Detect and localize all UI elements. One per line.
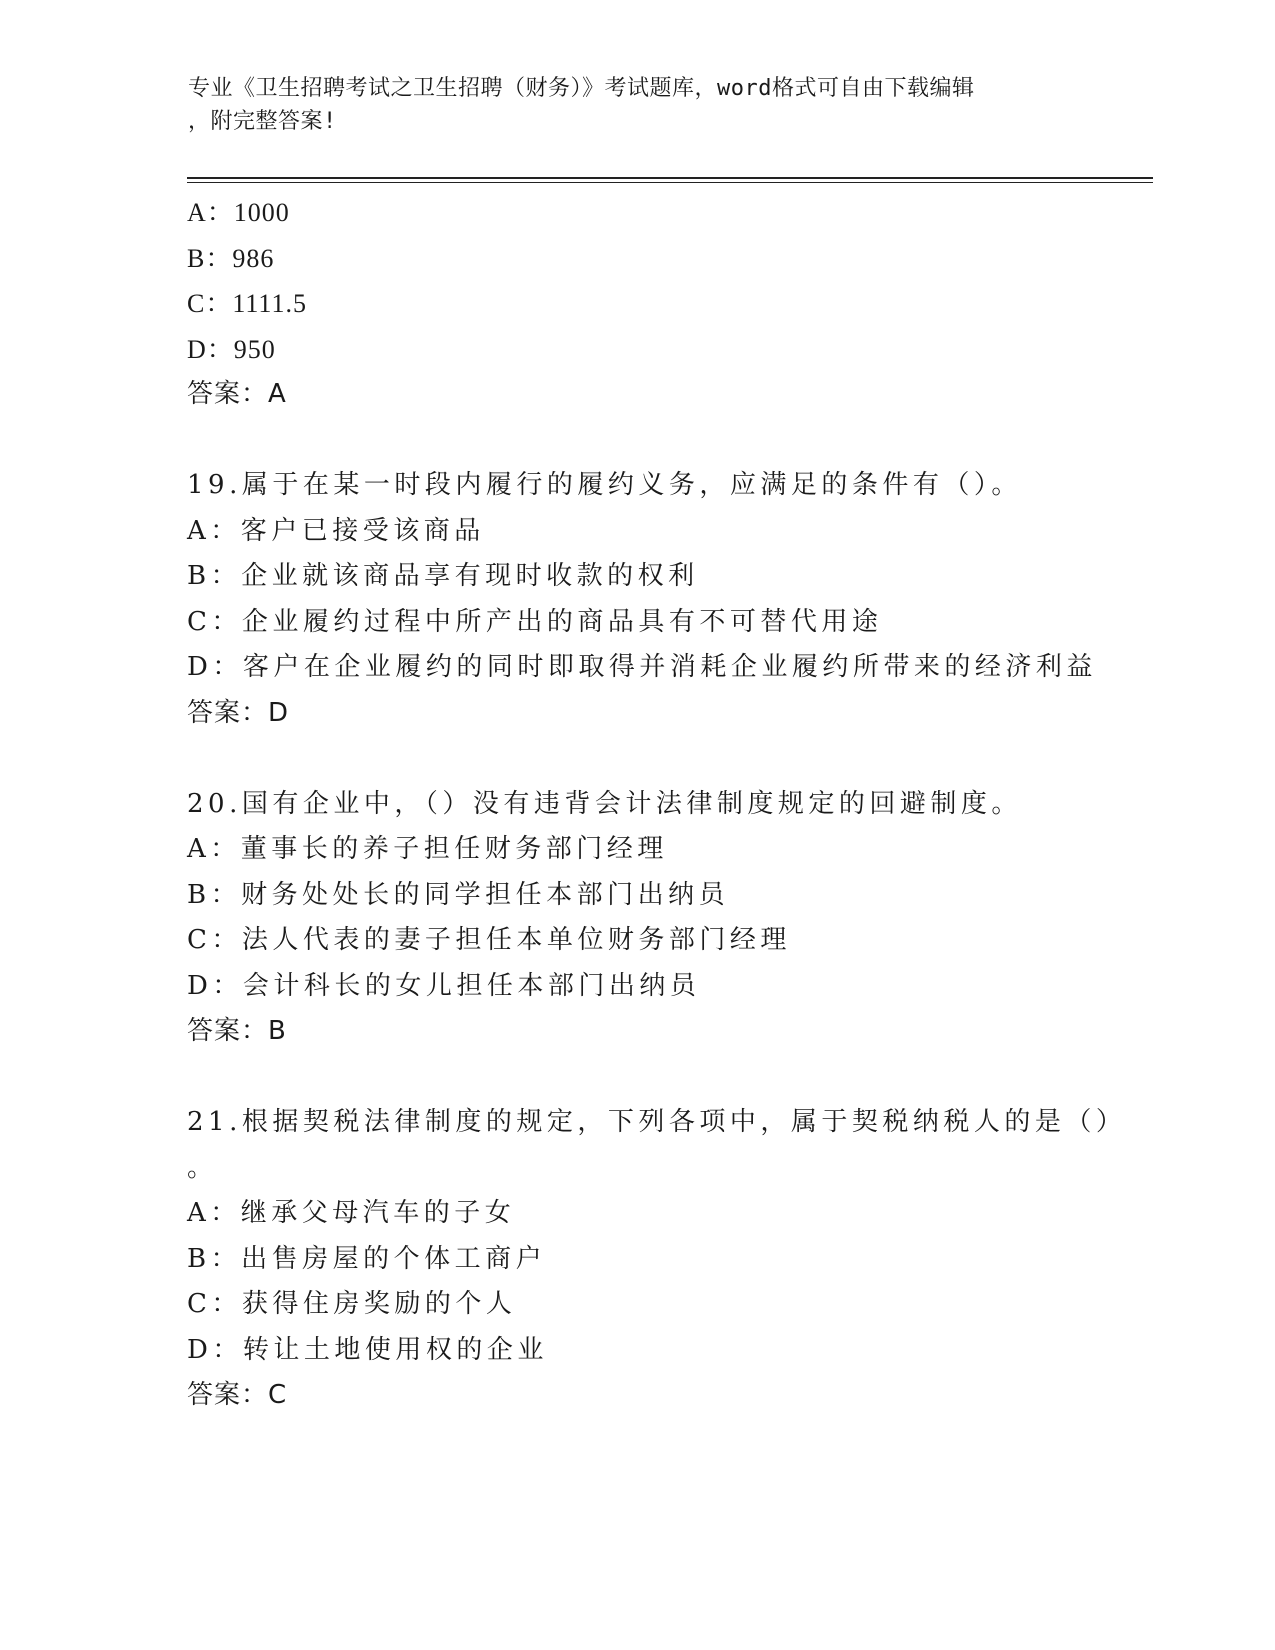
question-list: [187, 190, 1127, 1419]
question-text-line-1: 21.根据契税法律制度的规定，下列各项中，属于契税纳税人的是（）: [187, 1107, 1127, 1137]
answer: 答案：C: [187, 1380, 288, 1410]
answer: 答案：B: [187, 1016, 287, 1046]
question-19: [187, 463, 1097, 736]
option-a: A：董事长的养子担任财务部门经理: [187, 834, 668, 864]
header-line-1: 专业《卫生招聘考试之卫生招聘（财务）》考试题库，word格式可自由下载编辑: [188, 76, 975, 101]
option-b: B：财务处处长的同学担任本部门出纳员: [187, 879, 730, 910]
header-line-2: ，附完整答案!: [188, 109, 337, 134]
option-a: A：1000: [187, 198, 290, 227]
option-c: C：1111.5: [187, 289, 307, 318]
option-d: D：会计科长的女儿担任本部门出纳员: [187, 970, 701, 1001]
option-d: D：转让土地使用权的企业: [187, 1334, 548, 1365]
option-b: B：出售房屋的个体工商户: [187, 1243, 547, 1274]
option-a: A：继承父母汽车的子女: [187, 1198, 516, 1228]
question-text-line-2: 。: [187, 1152, 218, 1183]
option-d: D：950: [187, 334, 276, 364]
question-text: 20.国有企业中，（）没有违背会计法律制度规定的回避制度。: [187, 788, 1022, 819]
question-21: [187, 1100, 1127, 1419]
spacer: [187, 1055, 1087, 1101]
answer: 答案：A: [187, 379, 287, 409]
option-b: B：986: [187, 243, 275, 273]
header-divider: [187, 177, 1153, 183]
document-header: [188, 72, 1068, 138]
question-text: 19.属于在某一时段内履行的履约义务，应满足的条件有（）。: [187, 470, 1022, 500]
option-d: D：客户在企业履约的同时即取得并消耗企业履约所带来的经济利益: [187, 652, 1097, 682]
option-a: A：客户已接受该商品: [187, 515, 485, 546]
option-c: C：获得住房奖励的个人: [187, 1289, 517, 1319]
spacer: [187, 418, 1087, 464]
question-18: [187, 190, 1087, 418]
spacer: [187, 736, 1087, 782]
question-20: [187, 782, 1087, 1055]
option-c: C：法人代表的妻子担任本单位财务部门经理: [187, 925, 791, 955]
answer: 答案：D: [187, 697, 290, 728]
option-c: C：企业履约过程中所产出的商品具有不可替代用途: [187, 606, 883, 637]
option-b: B：企业就该商品享有现时收款的权利: [187, 561, 699, 591]
